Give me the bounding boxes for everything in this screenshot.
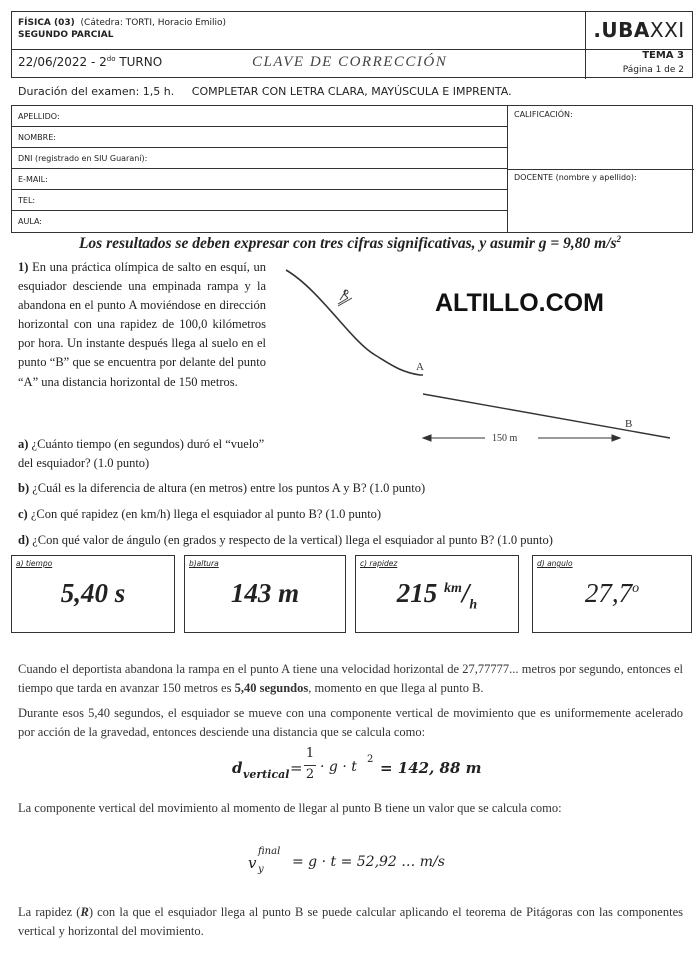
answer-value: 5,40 s	[60, 578, 126, 608]
answer-value: 215 $^{km}/_h$	[396, 578, 478, 613]
field-nombre[interactable]: NOMBRE:	[12, 127, 507, 148]
field-email[interactable]: E-MAIL:	[12, 169, 507, 190]
question-1c: c) ¿Con qué rapidez (en km/h) llega el esquiador al punto B? (1.0 punto)	[18, 507, 382, 521]
answer-label: d) angulo	[537, 559, 573, 568]
duration-line	[18, 85, 512, 98]
catedra: (Cátedra: TORTI, Horacio Emilio)	[80, 18, 227, 28]
question-1-statement	[18, 258, 266, 392]
instructions-text: COMPLETAR CON LETRA CLARA, MAYÚSCULA E IMPRENTA.	[191, 85, 512, 98]
answer-box-rapidez	[355, 555, 519, 633]
ramp-curve	[286, 270, 423, 375]
point-a-label: A	[416, 361, 424, 373]
exam-type: SEGUNDO PARCIAL	[18, 30, 114, 40]
logo-cell	[585, 12, 692, 79]
answer-box-tiempo	[11, 555, 175, 633]
point-b-label: B	[625, 418, 633, 430]
explanation-paragraph-3: La componente vertical del movimiento al momento de llegar al punto B tiene un valor que se calcula como:	[18, 801, 562, 815]
field-apellido[interactable]: APELLIDO:	[12, 106, 507, 127]
tema-label: TEMA 3	[642, 50, 684, 61]
calificacion-box[interactable]	[508, 106, 694, 170]
docente-label: DOCENTE (nombre y apellido):	[514, 173, 637, 182]
answer-label: a) tiempo	[16, 559, 53, 568]
grading-column	[507, 106, 694, 232]
page-title: CLAVE DE CORRECCIÓN	[252, 54, 448, 70]
distance-label: 150 m	[492, 433, 518, 444]
answer-box-altura	[184, 555, 346, 633]
student-form	[11, 105, 693, 233]
ski-jump-figure	[280, 260, 680, 450]
calificacion-label: CALIFICACIÓN:	[514, 110, 573, 119]
exam-date: $22/06/2022 - 2^{do}$ TURNO	[18, 55, 163, 69]
question-text: En una práctica olímpica de salto en esquí, un esquiador desciende una empinada rampa y la abandona en el punto A moviéndose en dirección horizontal con una rapidez de 100,0 kilómetros por hora. Un instante después llega al suelo en el punto “B” que se encuentra por delante del punto “A” una distancia horizontal de 150 metros.	[18, 260, 267, 389]
ground-line	[423, 394, 670, 438]
answer-value: 27,7$^o$	[584, 578, 640, 608]
question-1b: b) ¿Cuál es la diferencia de altura (en metros) entre los puntos A y B? (1.0 punto)	[18, 481, 426, 495]
watermark: ALTILLO.COM	[435, 289, 604, 317]
question-1a: a) ¿Cuánto tiempo (en segundos) duró el “vuelo” del esquiador? (1.0 punto)	[18, 437, 265, 470]
answer-value: 143 m	[230, 578, 300, 608]
course-info	[18, 17, 226, 41]
explanation-paragraph-1: Cuando el deportista abandona la rampa en el punto A tiene una velocidad horizontal de 27,77777... metros por segundo, entonces el tiempo que tarda en avanzar 150 metros es 5,40 segundos, momento en que llega al punto B.	[18, 662, 683, 695]
question-1d: d) ¿Con qué valor de ángulo (en grados y respecto de la vertical) llega el esquiador al punto B? (1.0 punto)	[18, 533, 553, 547]
instruction-line: Los resultados se deben expresar con tres cifras significativas, y asumir g = 9,80 $m/s^2$	[78, 234, 622, 253]
explanation-paragraph-2: Durante esos 5,40 segundos, el esquiador se mueve con una componente vertical de movimiento que es uniformemente acelerado por acción de la gravedad, entonces desciende una distancia que se calcula como:	[18, 706, 683, 739]
answer-box-angulo	[532, 555, 692, 633]
course-name: FÍSICA (03)	[18, 18, 75, 28]
distance-arrow	[423, 435, 620, 441]
field-dni[interactable]: DNI (registrado en SIU Guaraní):	[12, 148, 507, 169]
duration-text: Duración del examen: 1,5 h.	[18, 85, 175, 98]
page-indicator: Página 1 de 2	[622, 65, 684, 75]
field-tel[interactable]: TEL:	[12, 190, 507, 211]
answer-label: b)altura	[189, 559, 219, 568]
formula-final-vertical-velocity: v final y = g · t = 52,92 … m/s	[248, 846, 445, 875]
skier-icon	[338, 290, 352, 306]
question-number: 1)	[18, 260, 29, 274]
explanation-paragraph-4: La rapidez (R) con la que el esquiador llega al punto B se puede calcular aplicando el teorema de Pitágoras con las componentes vertical y horizontal del movimiento.	[18, 905, 683, 938]
formula-vertical-distance: d vertical = 1 2 · g · t 2 = 142, 88 m	[232, 746, 482, 782]
exam-header	[11, 11, 693, 78]
answer-label: c) rapidez	[360, 559, 398, 568]
field-aula[interactable]: AULA:	[18, 217, 42, 226]
uba-xxi-logo: .UBAXXI	[593, 18, 685, 42]
